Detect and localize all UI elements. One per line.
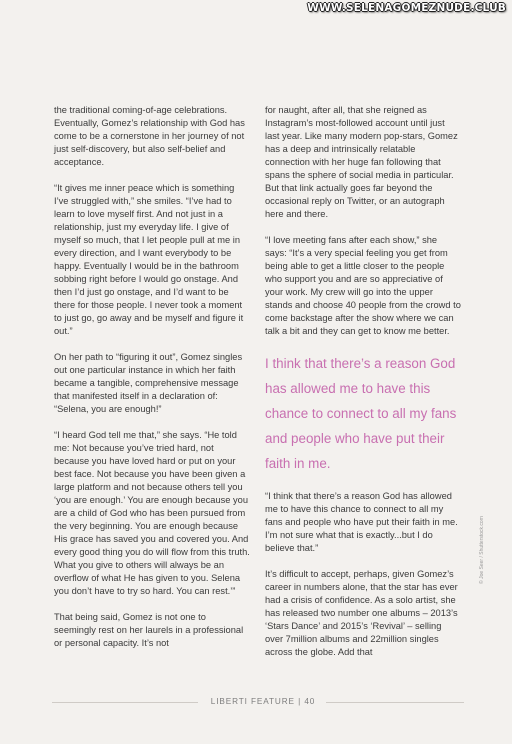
paragraph: It’s difficult to accept, perhaps, given Gomez’s career in numbers alone, that the star has ever had a crisis of confidence. As a solo artist, she has released two number one albums – 2013’s ‘Stars Dance’ and 2015’s ‘Revival’ – selling over 7million albums and 22million singles across the globe. Add that xyxy=(265,569,458,657)
paragraph: That being said, Gomez is not one to seemingly rest on her laurels in a professional or personal capacity. It’s not xyxy=(54,612,244,648)
footer-rule-left xyxy=(52,702,198,703)
paragraph: “It gives me inner peace which is something I’ve struggled with,” she smiles. “I’ve had to learn to love myself first. And not just in a relationship, just my everyday life. I give of myself so much, that I let people pull at me in every direction, and I want everybody to be happy. Eventually I would be in the bathroom sobbing right before I would go onstage. And then I’d just go onstage, and I’d want to be there for those people. I never took a moment to just go, go away and be myself and figure it out.” xyxy=(54,183,244,336)
pull-quote: I think that there’s a reason God has allowed me to have this chance to connect to all my fans and people who have put their faith in me. xyxy=(265,356,457,471)
paragraph: “I think that there’s a reason God has allowed me to have this chance to connect to all my fans and people who have put their faith in me. I’m not sure what that is exactly...but I do believe that.” xyxy=(265,491,458,553)
site-watermark: WWW.SELENAGOMEZNUDE.CLUB xyxy=(307,2,506,14)
left-column xyxy=(54,104,250,663)
footer-section: LIBERTI FEATURE xyxy=(210,697,295,706)
footer-rule-right xyxy=(326,702,464,703)
right-column xyxy=(265,104,461,672)
paragraph: for naught, after all, that she reigned as Instagram’s most-followed account until just last year. Like many modern pop-stars, Gomez has a deep and intrinsically relatable connection with her huge fan following that spans the sphere of social media in particular. But that link actually goes far beyond the occasional reply on Twitter, or an autograph here and there. xyxy=(265,105,458,219)
paragraph: “I heard God tell me that,” she says. “He told me: Not because you’ve tried hard, not because you have loved hard or put on your best face. Not because you have been given a large platform and not because others tell you ‘you are enough.’ You are enough because you are a child of God who has been pursued from the very beginning. You are enough because His grace has saved you and covered you. And every good thing you do will flow from this truth. What you give to others will always be an overflow of what He has given to you. Selena you don’t have to try so hard. You can rest.’” xyxy=(54,430,250,596)
page-footer xyxy=(200,697,326,706)
footer-separator: | xyxy=(298,697,302,706)
page-number: 40 xyxy=(304,697,316,706)
paragraph: the traditional coming-of-age celebrations. Eventually, Gomez’s relationship with God has come to be a cornerstone in her journey of not just self-discovery, but also self-belief and acceptance. xyxy=(54,105,245,167)
paragraph: “I love meeting fans after each show,” she says: “It’s a very special feeling you get from being able to get a little closer to the people who support you and are so appreciative of your work. My crew will go into the upper stands and choose 40 people from the crowd to come backstage after the show where we can talk a bit and they can get to know me better. xyxy=(265,235,461,336)
paragraph: On her path to “figuring it out”, Gomez singles out one particular instance in which her faith became a tangible, comprehensive message that manifested itself in a declaration of: “Selena, you are enough!” xyxy=(54,352,243,414)
photo-credit: © Joe Seer / Shutterstock.com xyxy=(479,516,485,584)
